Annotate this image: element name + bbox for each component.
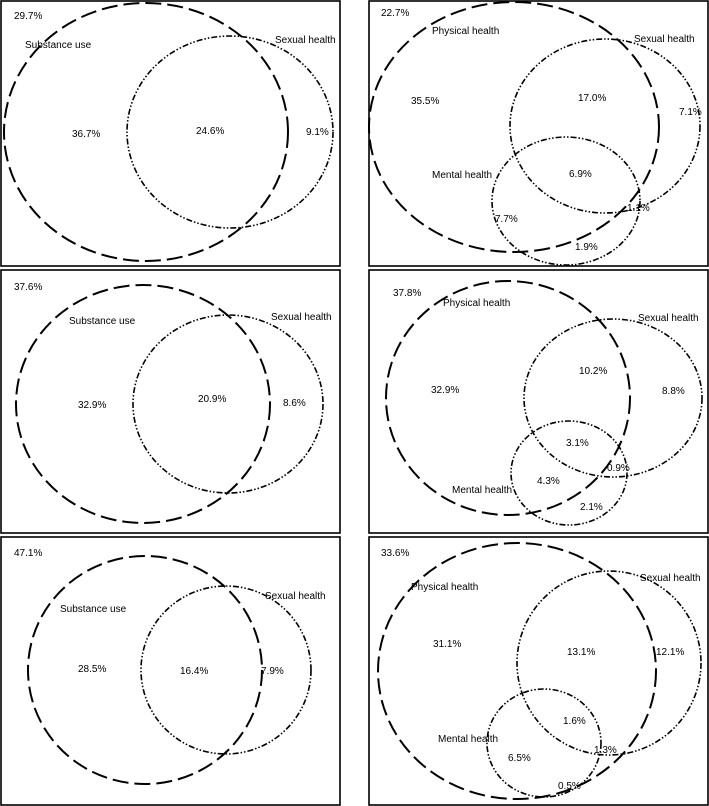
mental-health-label: Mental health (438, 734, 499, 745)
physical-health-label: Physical health (443, 298, 511, 309)
sexual-health-label: Sexual health (271, 312, 332, 323)
sexual-health-only-value: 8.8% (662, 386, 685, 397)
mental-health-label: Mental health (432, 170, 493, 181)
substance-use-only-value: 28.5% (78, 664, 107, 675)
substance-use-only-value: 36.7% (72, 129, 101, 140)
sexual-health-only-value: 9.1% (306, 127, 329, 138)
mental-health-only-value: 1.9% (575, 242, 598, 253)
venn-panel-3 (1, 270, 340, 533)
sexual-health-label: Sexual health (275, 35, 336, 46)
substance-use-label: Substance use (25, 40, 92, 51)
physical-mental-overlap-value: 4.3% (537, 476, 560, 487)
venn-panel-6 (369, 537, 708, 805)
physical-health-only-value: 35.5% (411, 96, 440, 107)
outside-percentage: 37.6% (14, 282, 43, 293)
triple-overlap-value: 3.1% (566, 438, 589, 449)
physical-sexual-overlap-value: 13.1% (567, 647, 596, 658)
physical-health-label: Physical health (411, 582, 479, 593)
physical-health-only-value: 31.1% (433, 639, 462, 650)
triple-overlap-value: 6.9% (569, 169, 592, 180)
venn-panel-4 (369, 270, 708, 533)
overlap-value: 24.6% (196, 126, 225, 137)
sexual-mental-overlap-value: 1.1% (627, 203, 650, 214)
sexual-health-label: Sexual health (265, 591, 326, 602)
venn-panel-2 (369, 1, 708, 266)
physical-sexual-overlap-value: 17.0% (578, 93, 607, 104)
physical-health-label: Physical health (432, 26, 500, 37)
physical-sexual-overlap-value: 10.2% (579, 366, 608, 377)
outside-percentage: 37.8% (393, 288, 422, 299)
physical-mental-overlap-value: 7.7% (495, 214, 518, 225)
sexual-mental-overlap-value: 1.3% (594, 745, 617, 756)
substance-use-only-value: 32.9% (78, 400, 107, 411)
overlap-value: 16.4% (180, 666, 209, 677)
sexual-health-only-value: 7.9% (261, 666, 284, 677)
outside-percentage: 47.1% (14, 548, 43, 559)
substance-use-label: Substance use (60, 604, 127, 615)
venn-panel-5 (1, 537, 340, 805)
physical-health-only-value: 32.9% (431, 385, 460, 396)
outside-percentage: 29.7% (14, 11, 43, 22)
sexual-health-label: Sexual health (640, 573, 701, 584)
outside-percentage: 33.6% (381, 548, 410, 559)
sexual-health-label: Sexual health (634, 34, 695, 45)
sexual-health-only-value: 7.1% (679, 107, 702, 118)
sexual-health-label: Sexual health (638, 313, 699, 324)
sexual-mental-overlap-value: 0.9% (607, 463, 630, 474)
venn-panel-1 (1, 1, 340, 266)
mental-health-only-value: 2.1% (580, 502, 603, 513)
outside-percentage: 22.7% (381, 8, 410, 19)
panel-frame (1, 537, 340, 805)
mental-health-only-value: 0.5% (558, 781, 581, 792)
overlap-value: 20.9% (198, 394, 227, 405)
triple-overlap-value: 1.6% (563, 716, 586, 727)
substance-use-label: Substance use (69, 316, 136, 327)
sexual-health-only-value: 12.1% (656, 647, 685, 658)
mental-health-label: Mental health (452, 485, 513, 496)
panel-frame (369, 270, 708, 533)
physical-mental-overlap-value: 6.5% (508, 753, 531, 764)
sexual-health-only-value: 8.6% (283, 398, 306, 409)
